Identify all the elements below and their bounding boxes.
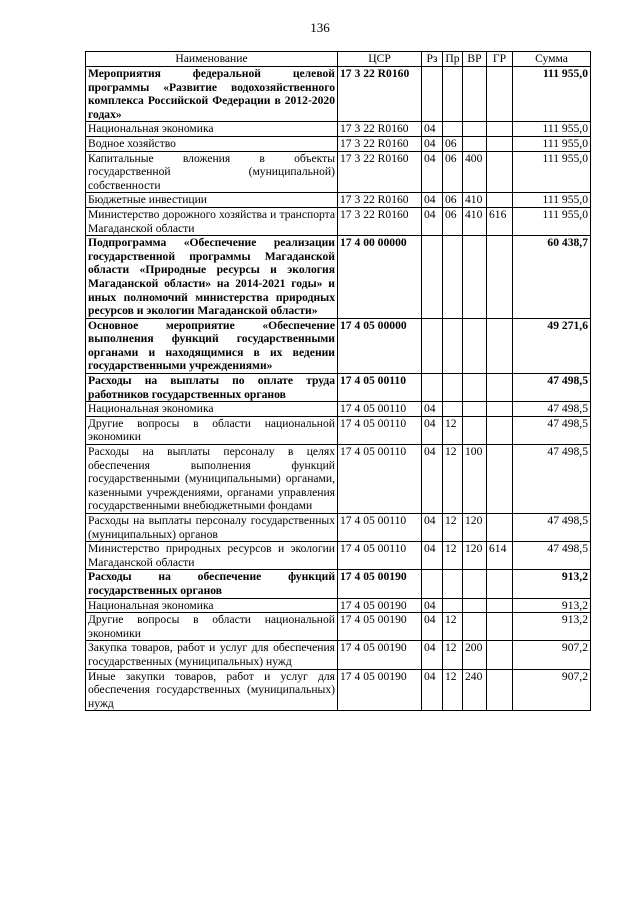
cell-name: Основное мероприятие «Обеспечение выполнения функций государственными органами и находящимися в их ведении государственными учреждениями» xyxy=(86,318,338,373)
table-row xyxy=(86,136,591,151)
cell-csr: 17 4 05 00110 xyxy=(338,402,422,417)
cell-gr xyxy=(487,374,513,402)
cell-vr xyxy=(463,136,487,151)
cell-gr xyxy=(487,67,513,122)
cell-pr xyxy=(443,598,463,613)
table-row xyxy=(86,402,591,417)
cell-pr: 12 xyxy=(443,542,463,570)
table-body xyxy=(86,67,591,711)
cell-gr xyxy=(487,570,513,598)
cell-sum: 60 438,7 xyxy=(513,236,591,319)
cell-pr: 06 xyxy=(443,136,463,151)
cell-sum: 913,2 xyxy=(513,613,591,641)
cell-csr: 17 4 05 00110 xyxy=(338,416,422,444)
cell-vr: 410 xyxy=(463,193,487,208)
cell-pr: 12 xyxy=(443,669,463,711)
cell-rz xyxy=(422,374,443,402)
table-row xyxy=(86,641,591,669)
table-header-row xyxy=(86,52,591,67)
cell-vr: 410 xyxy=(463,207,487,235)
cell-name: Подпрограмма «Обеспечение реализации государственной программы Магаданской области «Природные ресурсы и экология Магаданской области» на 2014-2021 годы» и иных полномочий министерства природных ресурсов и экологии Магаданской области» xyxy=(86,236,338,319)
cell-pr xyxy=(443,374,463,402)
cell-csr: 17 4 05 00000 xyxy=(338,318,422,373)
cell-gr xyxy=(487,598,513,613)
cell-vr xyxy=(463,570,487,598)
cell-name: Расходы на выплаты персоналу государственных (муниципальных) органов xyxy=(86,514,338,542)
cell-sum: 47 498,5 xyxy=(513,402,591,417)
cell-name: Иные закупки товаров, работ и услуг для обеспечения государственных (муниципальных) нужд xyxy=(86,669,338,711)
header-pr: Пр xyxy=(443,52,463,67)
cell-name: Капитальные вложения в объекты государственной (муниципальной) собственности xyxy=(86,151,338,193)
cell-name: Закупка товаров, работ и услуг для обеспечения государственных (муниципальных) нужд xyxy=(86,641,338,669)
cell-pr xyxy=(443,570,463,598)
cell-vr: 200 xyxy=(463,641,487,669)
header-rz: Рз xyxy=(422,52,443,67)
cell-name: Министерство дорожного хозяйства и транспорта Магаданской области xyxy=(86,207,338,235)
cell-gr xyxy=(487,514,513,542)
cell-pr xyxy=(443,67,463,122)
cell-name: Расходы на выплаты по оплате труда работников государственных органов xyxy=(86,374,338,402)
cell-gr xyxy=(487,402,513,417)
cell-vr: 120 xyxy=(463,514,487,542)
table-row xyxy=(86,669,591,711)
cell-csr: 17 3 22 R0160 xyxy=(338,151,422,193)
header-gr: ГР xyxy=(487,52,513,67)
page-number: 136 xyxy=(310,20,330,35)
cell-name: Национальная экономика xyxy=(86,402,338,417)
table-row xyxy=(86,514,591,542)
cell-csr: 17 4 05 00110 xyxy=(338,374,422,402)
cell-name: Другие вопросы в области национальной экономики xyxy=(86,613,338,641)
cell-pr: 06 xyxy=(443,193,463,208)
table-row xyxy=(86,445,591,514)
cell-name: Водное хозяйство xyxy=(86,136,338,151)
header-name: Наименование xyxy=(86,52,338,67)
cell-rz: 04 xyxy=(422,669,443,711)
cell-csr: 17 4 05 00110 xyxy=(338,445,422,514)
cell-csr: 17 4 00 00000 xyxy=(338,236,422,319)
cell-rz: 04 xyxy=(422,402,443,417)
cell-name: Другие вопросы в области национальной экономики xyxy=(86,416,338,444)
cell-name: Бюджетные инвестиции xyxy=(86,193,338,208)
table-row xyxy=(86,151,591,193)
cell-sum: 907,2 xyxy=(513,641,591,669)
cell-name: Национальная экономика xyxy=(86,122,338,137)
cell-rz: 04 xyxy=(422,598,443,613)
header-sum: Сумма xyxy=(513,52,591,67)
cell-csr: 17 3 22 R0160 xyxy=(338,67,422,122)
cell-sum: 47 498,5 xyxy=(513,416,591,444)
cell-rz: 04 xyxy=(422,514,443,542)
cell-pr: 12 xyxy=(443,613,463,641)
cell-sum: 913,2 xyxy=(513,570,591,598)
cell-gr: 614 xyxy=(487,542,513,570)
cell-rz: 04 xyxy=(422,542,443,570)
cell-name: Расходы на выплаты персоналу в целях обеспечения выполнения функций государственными (муниципальными) органами, казенными учреждениями, органами управления государственными внебюджетными фондами xyxy=(86,445,338,514)
cell-rz xyxy=(422,318,443,373)
cell-name: Расходы на обеспечение функций государственных органов xyxy=(86,570,338,598)
header-csr: ЦСР xyxy=(338,52,422,67)
cell-csr: 17 4 05 00110 xyxy=(338,542,422,570)
cell-vr xyxy=(463,318,487,373)
cell-gr: 616 xyxy=(487,207,513,235)
cell-rz xyxy=(422,236,443,319)
cell-gr xyxy=(487,236,513,319)
cell-gr xyxy=(487,151,513,193)
cell-gr xyxy=(487,122,513,137)
cell-gr xyxy=(487,445,513,514)
cell-pr xyxy=(443,122,463,137)
cell-vr xyxy=(463,613,487,641)
table-row xyxy=(86,122,591,137)
cell-vr: 400 xyxy=(463,151,487,193)
table-row xyxy=(86,570,591,598)
cell-gr xyxy=(487,318,513,373)
cell-vr xyxy=(463,236,487,319)
cell-rz: 04 xyxy=(422,136,443,151)
header-vr: ВР xyxy=(463,52,487,67)
table-row xyxy=(86,613,591,641)
cell-pr: 12 xyxy=(443,514,463,542)
cell-vr xyxy=(463,374,487,402)
cell-sum: 111 955,0 xyxy=(513,122,591,137)
cell-sum: 907,2 xyxy=(513,669,591,711)
budget-table xyxy=(85,51,591,711)
cell-rz: 04 xyxy=(422,207,443,235)
cell-sum: 111 955,0 xyxy=(513,151,591,193)
cell-sum: 47 498,5 xyxy=(513,445,591,514)
cell-rz: 04 xyxy=(422,416,443,444)
table-row xyxy=(86,207,591,235)
table-row xyxy=(86,416,591,444)
cell-rz: 04 xyxy=(422,613,443,641)
cell-sum: 47 498,5 xyxy=(513,374,591,402)
cell-rz: 04 xyxy=(422,445,443,514)
cell-sum: 111 955,0 xyxy=(513,136,591,151)
cell-pr: 06 xyxy=(443,151,463,193)
cell-sum: 111 955,0 xyxy=(513,193,591,208)
cell-vr xyxy=(463,67,487,122)
cell-csr: 17 3 22 R0160 xyxy=(338,122,422,137)
cell-name: Министерство природных ресурсов и экологии Магаданской области xyxy=(86,542,338,570)
cell-vr xyxy=(463,122,487,137)
cell-gr xyxy=(487,136,513,151)
table-row xyxy=(86,67,591,122)
cell-csr: 17 4 05 00190 xyxy=(338,613,422,641)
cell-gr xyxy=(487,416,513,444)
cell-vr xyxy=(463,416,487,444)
cell-pr: 12 xyxy=(443,445,463,514)
cell-gr xyxy=(487,613,513,641)
cell-csr: 17 3 22 R0160 xyxy=(338,207,422,235)
cell-pr xyxy=(443,318,463,373)
cell-name: Национальная экономика xyxy=(86,598,338,613)
cell-gr xyxy=(487,669,513,711)
cell-sum: 913,2 xyxy=(513,598,591,613)
cell-csr: 17 4 05 00190 xyxy=(338,570,422,598)
cell-sum: 49 271,6 xyxy=(513,318,591,373)
cell-csr: 17 3 22 R0160 xyxy=(338,136,422,151)
table-row xyxy=(86,318,591,373)
cell-name: Мероприятия федеральной целевой программы «Развитие водохозяйственного комплекса Российской Федерации в 2012-2020 годах» xyxy=(86,67,338,122)
cell-rz: 04 xyxy=(422,151,443,193)
cell-pr: 06 xyxy=(443,207,463,235)
cell-rz xyxy=(422,67,443,122)
cell-vr: 240 xyxy=(463,669,487,711)
cell-csr: 17 4 05 00190 xyxy=(338,669,422,711)
cell-gr xyxy=(487,641,513,669)
cell-sum: 47 498,5 xyxy=(513,542,591,570)
cell-csr: 17 4 05 00190 xyxy=(338,598,422,613)
cell-pr: 12 xyxy=(443,416,463,444)
cell-csr: 17 4 05 00190 xyxy=(338,641,422,669)
cell-vr xyxy=(463,402,487,417)
cell-pr xyxy=(443,236,463,319)
cell-sum: 47 498,5 xyxy=(513,514,591,542)
cell-rz: 04 xyxy=(422,193,443,208)
table-row xyxy=(86,236,591,319)
cell-csr: 17 4 05 00110 xyxy=(338,514,422,542)
cell-vr: 120 xyxy=(463,542,487,570)
cell-rz: 04 xyxy=(422,641,443,669)
table-row xyxy=(86,374,591,402)
cell-sum: 111 955,0 xyxy=(513,67,591,122)
cell-rz: 04 xyxy=(422,122,443,137)
table-row xyxy=(86,193,591,208)
cell-gr xyxy=(487,193,513,208)
cell-pr xyxy=(443,402,463,417)
cell-vr: 100 xyxy=(463,445,487,514)
cell-pr: 12 xyxy=(443,641,463,669)
cell-csr: 17 3 22 R0160 xyxy=(338,193,422,208)
cell-vr xyxy=(463,598,487,613)
cell-rz xyxy=(422,570,443,598)
table-row xyxy=(86,598,591,613)
cell-sum: 111 955,0 xyxy=(513,207,591,235)
table-row xyxy=(86,542,591,570)
